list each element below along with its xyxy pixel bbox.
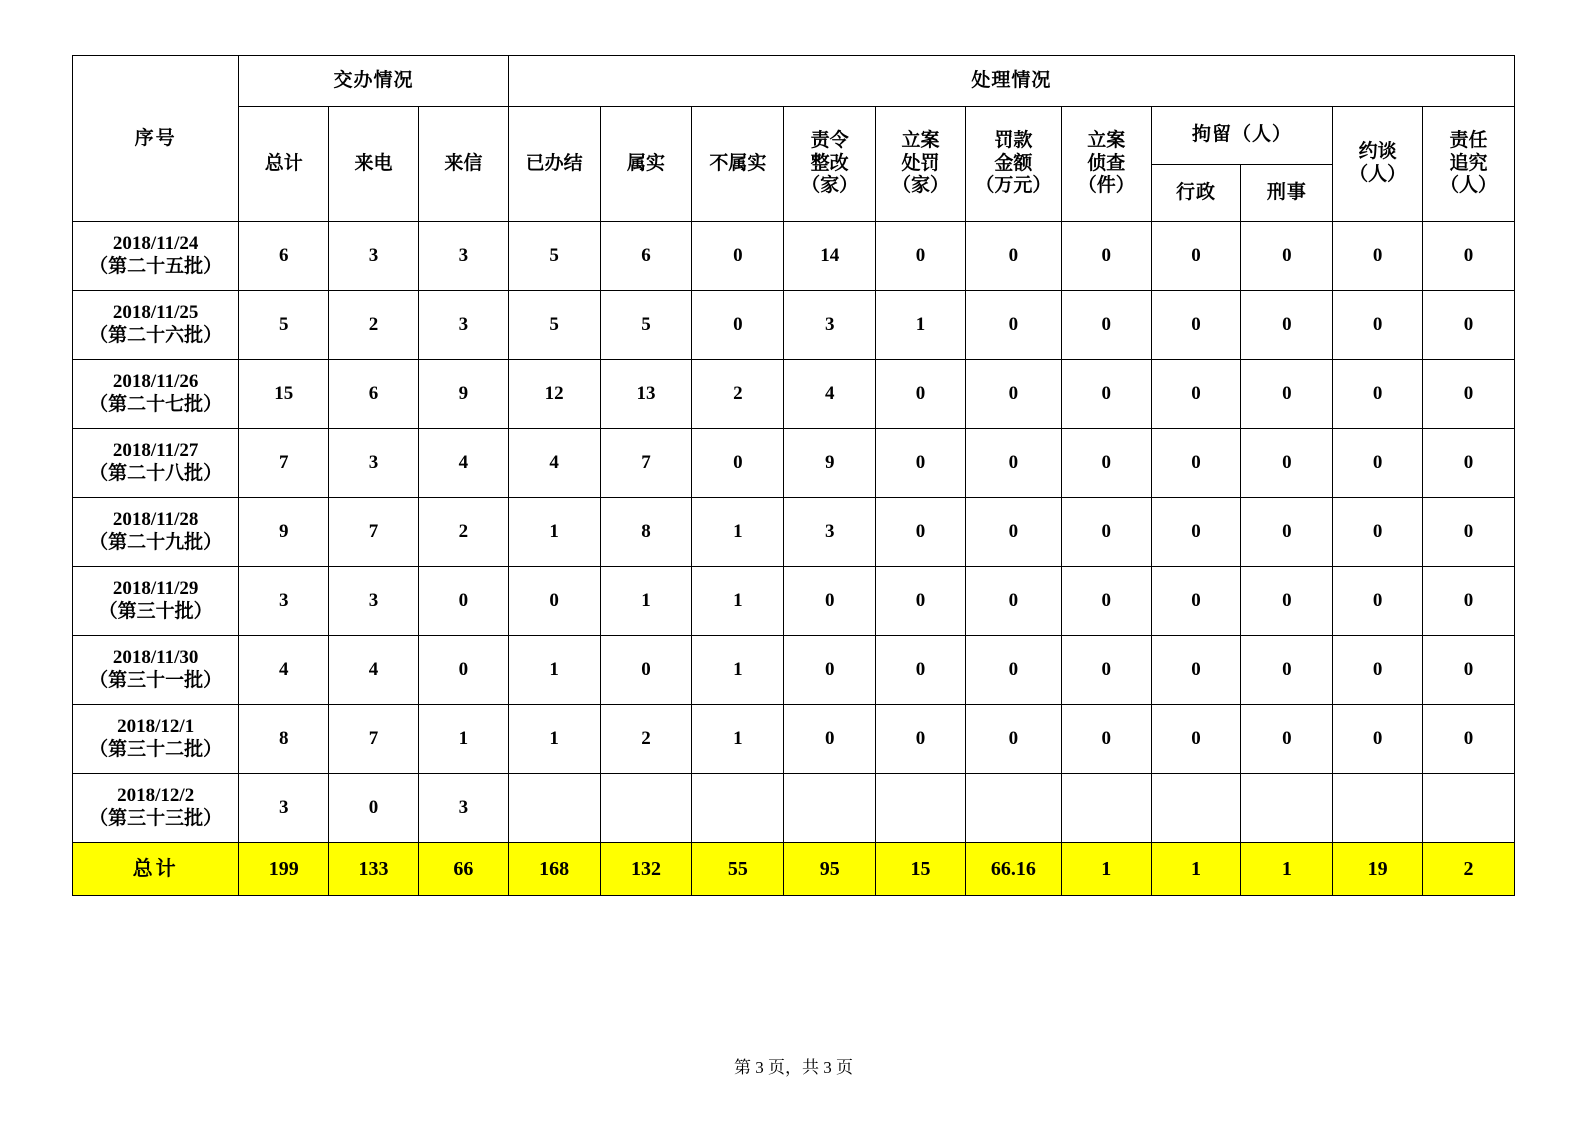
row-label-date: 2018/12/2 bbox=[117, 785, 195, 807]
cell-detain-admin: 0 bbox=[1151, 567, 1241, 636]
header-col-investigate bbox=[1061, 107, 1151, 222]
table-row bbox=[73, 429, 1515, 498]
table-row bbox=[73, 567, 1515, 636]
cell-false: 1 bbox=[692, 567, 784, 636]
table-row bbox=[73, 291, 1515, 360]
cell-letter: 3 bbox=[418, 222, 508, 291]
cell-rectify: 14 bbox=[784, 222, 876, 291]
row-label bbox=[73, 705, 239, 774]
cell-accountability: 0 bbox=[1423, 636, 1515, 705]
header-col-interview bbox=[1333, 107, 1423, 222]
header-group-handle: 处理情况 bbox=[508, 56, 1514, 107]
cell-detain-admin bbox=[1151, 774, 1241, 843]
cell-rectify: 9 bbox=[784, 429, 876, 498]
cell-interview: 0 bbox=[1333, 636, 1423, 705]
header-col-detain-admin: 行政 bbox=[1151, 164, 1241, 222]
cell-letter: 0 bbox=[418, 567, 508, 636]
cell-false: 1 bbox=[692, 636, 784, 705]
cell-detain-admin: 0 bbox=[1151, 360, 1241, 429]
header-col-rectify-line2: 整改 bbox=[810, 152, 849, 174]
header-col-fine-line3: （万元） bbox=[975, 175, 1052, 197]
header-col-interview-line2: （人） bbox=[1349, 164, 1407, 185]
cell-false: 2 bbox=[692, 360, 784, 429]
cell-call: 6 bbox=[329, 360, 419, 429]
row-label bbox=[73, 567, 239, 636]
row-label-date: 2018/11/24 bbox=[112, 233, 199, 255]
cell-false: 0 bbox=[692, 429, 784, 498]
cell-fine: 0 bbox=[965, 498, 1061, 567]
cell-rectify: 3 bbox=[784, 498, 876, 567]
cell-detain-criminal: 0 bbox=[1241, 567, 1333, 636]
cell-total: 5 bbox=[239, 291, 329, 360]
row-label-batch: （第二十八批） bbox=[89, 463, 223, 484]
cell-investigate: 0 bbox=[1061, 636, 1151, 705]
cell-rectify: 3 bbox=[784, 291, 876, 360]
cell-detain-criminal: 0 bbox=[1241, 498, 1333, 567]
table-row bbox=[73, 705, 1515, 774]
header-group-assign: 交办情况 bbox=[239, 56, 508, 107]
cell-accountability bbox=[1423, 774, 1515, 843]
cell-true: 6 bbox=[600, 222, 692, 291]
cell-done: 1 bbox=[508, 498, 600, 567]
cell-accountability: 0 bbox=[1423, 429, 1515, 498]
cell-interview: 0 bbox=[1333, 222, 1423, 291]
table-row bbox=[73, 774, 1515, 843]
cell-accountability: 0 bbox=[1423, 705, 1515, 774]
header-col-penalty-line1: 立案 bbox=[901, 129, 940, 151]
cell-rectify bbox=[784, 774, 876, 843]
header-col-fine-line1: 罚款 bbox=[994, 129, 1033, 151]
cell-call: 3 bbox=[329, 429, 419, 498]
header-col-true: 属实 bbox=[600, 107, 692, 222]
header-col-investigate-line1: 立案 bbox=[1087, 129, 1126, 151]
cell-true bbox=[600, 774, 692, 843]
header-col-fine-line2: 金额 bbox=[994, 152, 1033, 174]
cell-detain-criminal: 0 bbox=[1241, 222, 1333, 291]
cell-letter: 9 bbox=[418, 360, 508, 429]
header-col-letter: 来信 bbox=[418, 107, 508, 222]
header-col-detain: 拘留（人） bbox=[1151, 107, 1333, 165]
row-label-batch: （第三十三批） bbox=[89, 808, 223, 829]
cell-letter: 3 bbox=[418, 774, 508, 843]
cell-fine: 0 bbox=[965, 360, 1061, 429]
cell-detain-admin: 0 bbox=[1151, 222, 1241, 291]
total-cell-interview: 19 bbox=[1333, 843, 1423, 896]
total-cell-true: 132 bbox=[600, 843, 692, 896]
cell-detain-criminal bbox=[1241, 774, 1333, 843]
cell-penalty: 0 bbox=[876, 360, 966, 429]
header-col-total: 总计 bbox=[239, 107, 329, 222]
header-col-false: 不属实 bbox=[692, 107, 784, 222]
table-header bbox=[73, 56, 1515, 222]
cell-call: 4 bbox=[329, 636, 419, 705]
cell-detain-admin: 0 bbox=[1151, 705, 1241, 774]
cell-rectify: 4 bbox=[784, 360, 876, 429]
row-label bbox=[73, 429, 239, 498]
cell-done bbox=[508, 774, 600, 843]
cell-penalty: 0 bbox=[876, 429, 966, 498]
cell-call: 3 bbox=[329, 567, 419, 636]
row-label-date: 2018/11/27 bbox=[112, 440, 199, 462]
cell-penalty: 0 bbox=[876, 636, 966, 705]
row-label-date: 2018/11/29 bbox=[112, 578, 199, 600]
cell-letter: 4 bbox=[418, 429, 508, 498]
cell-true: 0 bbox=[600, 636, 692, 705]
cell-false: 1 bbox=[692, 498, 784, 567]
total-cell-detain-admin: 1 bbox=[1151, 843, 1241, 896]
cell-call: 7 bbox=[329, 498, 419, 567]
header-col-fine bbox=[965, 107, 1061, 222]
cell-investigate: 0 bbox=[1061, 360, 1151, 429]
header-col-rectify-line3: （家） bbox=[801, 175, 859, 197]
cell-interview: 0 bbox=[1333, 429, 1423, 498]
cell-investigate: 0 bbox=[1061, 498, 1151, 567]
header-col-investigate-line2: 侦查 bbox=[1087, 152, 1126, 174]
cell-done: 0 bbox=[508, 567, 600, 636]
row-label bbox=[73, 636, 239, 705]
total-cell-false: 55 bbox=[692, 843, 784, 896]
statistics-table bbox=[72, 55, 1515, 896]
cell-done: 12 bbox=[508, 360, 600, 429]
cell-investigate: 0 bbox=[1061, 705, 1151, 774]
cell-done: 5 bbox=[508, 291, 600, 360]
row-label-batch: （第二十五批） bbox=[89, 256, 223, 277]
cell-fine: 0 bbox=[965, 636, 1061, 705]
cell-accountability: 0 bbox=[1423, 360, 1515, 429]
cell-investigate: 0 bbox=[1061, 291, 1151, 360]
cell-accountability: 0 bbox=[1423, 291, 1515, 360]
header-col-interview-line1: 约谈 bbox=[1358, 141, 1397, 163]
cell-done: 1 bbox=[508, 705, 600, 774]
cell-detain-criminal: 0 bbox=[1241, 360, 1333, 429]
table-row bbox=[73, 222, 1515, 291]
total-cell-investigate: 1 bbox=[1061, 843, 1151, 896]
cell-done: 1 bbox=[508, 636, 600, 705]
cell-done: 4 bbox=[508, 429, 600, 498]
cell-true: 5 bbox=[600, 291, 692, 360]
cell-call: 2 bbox=[329, 291, 419, 360]
total-cell-detain-criminal: 1 bbox=[1241, 843, 1333, 896]
total-cell-done: 168 bbox=[508, 843, 600, 896]
cell-detain-admin: 0 bbox=[1151, 636, 1241, 705]
cell-total: 3 bbox=[239, 567, 329, 636]
cell-accountability: 0 bbox=[1423, 567, 1515, 636]
table-total-row bbox=[73, 843, 1515, 896]
cell-letter: 3 bbox=[418, 291, 508, 360]
header-col-accountability-line3: （人） bbox=[1440, 175, 1498, 197]
cell-letter: 2 bbox=[418, 498, 508, 567]
cell-true: 7 bbox=[600, 429, 692, 498]
cell-interview: 0 bbox=[1333, 291, 1423, 360]
cell-fine: 0 bbox=[965, 291, 1061, 360]
row-label bbox=[73, 291, 239, 360]
cell-interview: 0 bbox=[1333, 567, 1423, 636]
cell-fine: 0 bbox=[965, 429, 1061, 498]
cell-call: 7 bbox=[329, 705, 419, 774]
cell-detain-admin: 0 bbox=[1151, 429, 1241, 498]
cell-false bbox=[692, 774, 784, 843]
cell-investigate: 0 bbox=[1061, 567, 1151, 636]
cell-total: 9 bbox=[239, 498, 329, 567]
header-col-accountability-line2: 追究 bbox=[1449, 152, 1488, 174]
row-label-date: 2018/11/28 bbox=[112, 509, 199, 531]
cell-accountability: 0 bbox=[1423, 498, 1515, 567]
row-label-date: 2018/11/25 bbox=[112, 302, 199, 324]
total-cell-rectify: 95 bbox=[784, 843, 876, 896]
header-col-rectify-line1: 责令 bbox=[810, 129, 849, 151]
header-col-penalty-line3: （家） bbox=[892, 175, 950, 197]
cell-true: 1 bbox=[600, 567, 692, 636]
header-col-detain-criminal: 刑事 bbox=[1241, 164, 1333, 222]
cell-fine: 0 bbox=[965, 222, 1061, 291]
cell-true: 13 bbox=[600, 360, 692, 429]
cell-detain-criminal: 0 bbox=[1241, 429, 1333, 498]
cell-penalty: 0 bbox=[876, 705, 966, 774]
cell-penalty: 0 bbox=[876, 222, 966, 291]
cell-call: 0 bbox=[329, 774, 419, 843]
table-row bbox=[73, 636, 1515, 705]
cell-penalty: 1 bbox=[876, 291, 966, 360]
table-row bbox=[73, 360, 1515, 429]
header-col-accountability bbox=[1423, 107, 1515, 222]
cell-detain-admin: 0 bbox=[1151, 291, 1241, 360]
row-label-batch: （第三十二批） bbox=[89, 739, 223, 760]
header-col-penalty-line2: 处罚 bbox=[901, 152, 940, 174]
total-cell-letter: 66 bbox=[418, 843, 508, 896]
total-cell-fine: 66.16 bbox=[965, 843, 1061, 896]
row-label-date: 2018/12/1 bbox=[117, 716, 195, 738]
cell-interview bbox=[1333, 774, 1423, 843]
header-seq: 序号 bbox=[73, 56, 239, 222]
row-label bbox=[73, 774, 239, 843]
cell-done: 5 bbox=[508, 222, 600, 291]
cell-false: 0 bbox=[692, 291, 784, 360]
cell-rectify: 0 bbox=[784, 636, 876, 705]
row-label-batch: （第三十一批） bbox=[89, 670, 223, 691]
cell-false: 0 bbox=[692, 222, 784, 291]
page-footer: 第 3 页，共 3 页 bbox=[734, 1058, 853, 1077]
table-body bbox=[73, 222, 1515, 896]
cell-interview: 0 bbox=[1333, 498, 1423, 567]
row-label-date: 2018/11/26 bbox=[112, 371, 199, 393]
row-label bbox=[73, 360, 239, 429]
cell-interview: 0 bbox=[1333, 705, 1423, 774]
cell-letter: 1 bbox=[418, 705, 508, 774]
cell-total: 7 bbox=[239, 429, 329, 498]
cell-interview: 0 bbox=[1333, 360, 1423, 429]
cell-fine: 0 bbox=[965, 705, 1061, 774]
header-col-investigate-line3: （件） bbox=[1077, 175, 1135, 197]
row-label bbox=[73, 498, 239, 567]
row-label-date: 2018/11/30 bbox=[112, 647, 199, 669]
header-col-rectify bbox=[784, 107, 876, 222]
row-label-batch: （第二十七批） bbox=[89, 394, 223, 415]
cell-penalty: 0 bbox=[876, 567, 966, 636]
total-cell-penalty: 15 bbox=[876, 843, 966, 896]
cell-total: 3 bbox=[239, 774, 329, 843]
cell-false: 1 bbox=[692, 705, 784, 774]
cell-detain-criminal: 0 bbox=[1241, 636, 1333, 705]
cell-penalty bbox=[876, 774, 966, 843]
cell-detain-criminal: 0 bbox=[1241, 705, 1333, 774]
cell-call: 3 bbox=[329, 222, 419, 291]
cell-total: 15 bbox=[239, 360, 329, 429]
cell-total: 8 bbox=[239, 705, 329, 774]
cell-investigate: 0 bbox=[1061, 222, 1151, 291]
row-label-batch: （第三十批） bbox=[98, 601, 213, 622]
cell-penalty: 0 bbox=[876, 498, 966, 567]
cell-rectify: 0 bbox=[784, 705, 876, 774]
cell-fine bbox=[965, 774, 1061, 843]
cell-letter: 0 bbox=[418, 636, 508, 705]
cell-true: 2 bbox=[600, 705, 692, 774]
cell-total: 6 bbox=[239, 222, 329, 291]
header-col-penalty bbox=[876, 107, 966, 222]
total-cell-total: 199 bbox=[239, 843, 329, 896]
cell-detain-admin: 0 bbox=[1151, 498, 1241, 567]
header-col-accountability-line1: 责任 bbox=[1449, 129, 1488, 151]
total-cell-call: 133 bbox=[329, 843, 419, 896]
total-cell-accountability: 2 bbox=[1423, 843, 1515, 896]
cell-fine: 0 bbox=[965, 567, 1061, 636]
cell-rectify: 0 bbox=[784, 567, 876, 636]
table-row bbox=[73, 498, 1515, 567]
cell-detain-criminal: 0 bbox=[1241, 291, 1333, 360]
cell-accountability: 0 bbox=[1423, 222, 1515, 291]
header-col-call: 来电 bbox=[329, 107, 419, 222]
total-label: 总计 bbox=[73, 843, 239, 896]
header-col-done: 已办结 bbox=[508, 107, 600, 222]
cell-total: 4 bbox=[239, 636, 329, 705]
cell-investigate bbox=[1061, 774, 1151, 843]
cell-true: 8 bbox=[600, 498, 692, 567]
row-label-batch: （第二十九批） bbox=[89, 532, 223, 553]
row-label bbox=[73, 222, 239, 291]
cell-investigate: 0 bbox=[1061, 429, 1151, 498]
row-label-batch: （第二十六批） bbox=[89, 325, 223, 346]
